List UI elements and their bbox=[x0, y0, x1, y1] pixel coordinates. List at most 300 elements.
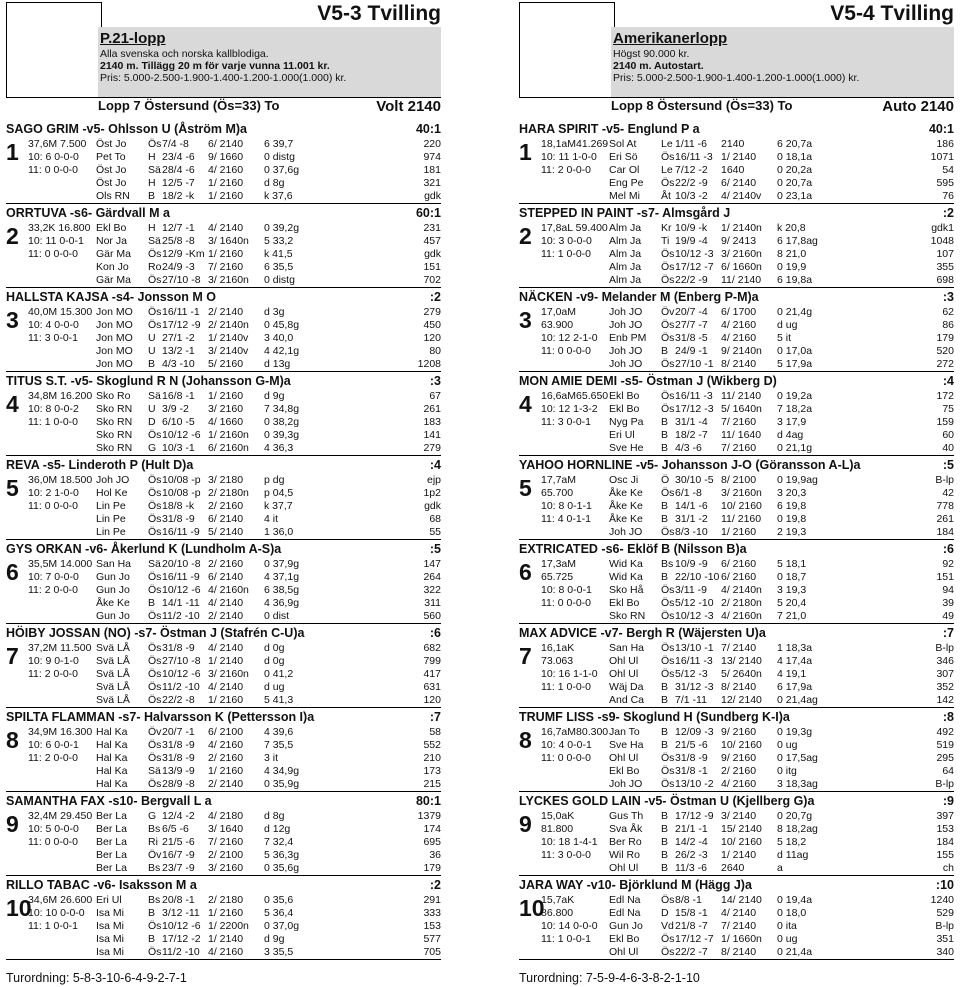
odds-cell: 155 bbox=[936, 849, 954, 861]
horse-stats bbox=[541, 641, 609, 707]
track: B bbox=[148, 358, 156, 370]
place-time: 4 19,1 bbox=[777, 668, 807, 680]
odds-cell: B-lp bbox=[935, 642, 954, 654]
odds-cell: 340 bbox=[936, 946, 954, 958]
driver: Lin Pe bbox=[96, 526, 126, 538]
track: B bbox=[661, 739, 669, 751]
start-row bbox=[609, 274, 954, 287]
horse-entry bbox=[6, 794, 441, 876]
track: G bbox=[148, 442, 157, 454]
start-distance: 1/ 2140n bbox=[721, 222, 762, 234]
start-number: 7 bbox=[6, 643, 19, 669]
start-distance: 8/ 2140 bbox=[721, 358, 757, 370]
start-distance: 1/ 2140 bbox=[208, 933, 244, 945]
date-race: 8/3 -10 bbox=[675, 526, 708, 538]
date-race: 10/12 -3 bbox=[675, 610, 714, 622]
horse-title-line bbox=[6, 374, 441, 389]
start-distance: 5/ 2160 bbox=[208, 358, 244, 370]
track: Ös bbox=[148, 642, 162, 654]
start-row bbox=[609, 442, 954, 455]
horse-odds: :10 bbox=[935, 878, 954, 892]
start-distance: 6/ 2160 bbox=[721, 558, 757, 570]
start-distance: 11/ 2140 bbox=[721, 274, 762, 286]
horse-body bbox=[519, 305, 954, 371]
odds-cell: 279 bbox=[423, 442, 441, 454]
driver: Alm Ja bbox=[609, 235, 642, 247]
horse-body bbox=[519, 389, 954, 455]
track: Ös bbox=[661, 261, 675, 273]
stat-line: 37,2M 11.500 bbox=[28, 642, 92, 654]
start-distance: 2/ 2140 bbox=[208, 778, 244, 790]
track: Ös bbox=[661, 765, 675, 777]
start-distance: 7/ 2160 bbox=[721, 442, 757, 454]
stat-line: 16,6aM65.650 bbox=[541, 390, 609, 402]
horse-odds: :9 bbox=[942, 794, 954, 808]
place-time: 4 it bbox=[264, 513, 279, 525]
date-race: 28/9 -8 bbox=[162, 778, 195, 790]
stat-line: 10: 11 1-0-0 bbox=[541, 151, 597, 163]
odds-cell: 631 bbox=[423, 681, 441, 693]
start-distance: 13/ 2140 bbox=[721, 655, 762, 667]
place-time: 7 32,4 bbox=[264, 836, 294, 848]
start-list bbox=[609, 893, 954, 959]
horse-stats bbox=[541, 305, 609, 371]
start-row bbox=[609, 907, 954, 920]
start-row bbox=[96, 345, 441, 358]
start-row bbox=[609, 894, 954, 907]
start-row bbox=[609, 668, 954, 681]
horse-odds: :2 bbox=[429, 290, 441, 304]
date-race: 27/10 -1 bbox=[675, 358, 714, 370]
start-row bbox=[96, 907, 441, 920]
date-race: 17/12 -9 bbox=[675, 810, 714, 822]
start-distance: 3/ 1640 bbox=[208, 823, 244, 835]
lopp-number: Lopp 8 Östersund (Ös=33) To bbox=[611, 98, 793, 113]
track: D bbox=[661, 907, 669, 919]
start-number: 2 bbox=[6, 223, 19, 249]
horse-body bbox=[6, 473, 441, 539]
driver: Hal Ka bbox=[96, 752, 128, 764]
odds-cell: 62 bbox=[942, 306, 954, 318]
driver: Eng Pe bbox=[609, 177, 644, 189]
track: B bbox=[661, 500, 669, 512]
stat-line: 17,0aM 63.900 bbox=[541, 306, 577, 331]
start-distance: 6/ 2140 bbox=[721, 177, 757, 189]
start-row bbox=[96, 894, 441, 907]
condition-line: 2140 m. Autostart. bbox=[613, 60, 704, 72]
driver: Mel Mi bbox=[609, 190, 640, 202]
stat-line: 10: 4 0-0-0 bbox=[28, 319, 79, 331]
start-row bbox=[96, 681, 441, 694]
odds-cell: 49 bbox=[942, 610, 954, 622]
odds-cell: 295 bbox=[936, 752, 954, 764]
start-row bbox=[609, 849, 954, 862]
start-distance: 3/ 2140 bbox=[721, 810, 757, 822]
horse-name: JARA WAY -v10- Björklund M (Hägg J)a bbox=[519, 878, 752, 892]
track: B bbox=[661, 726, 669, 738]
race-logo-box bbox=[519, 2, 615, 98]
horse-odds: 40:1 bbox=[415, 122, 441, 136]
place-time: 0 37,6g bbox=[264, 164, 300, 176]
turordning: Turordning: 7-5-9-4-6-3-8-2-1-10 bbox=[519, 971, 700, 985]
date-race: 25/8 -8 bbox=[162, 235, 195, 247]
start-row bbox=[609, 655, 954, 668]
track: Sä bbox=[148, 164, 161, 176]
start-distance: 12/ 2140 bbox=[721, 694, 762, 706]
track: Ös bbox=[148, 571, 162, 583]
horse-title-line bbox=[519, 374, 954, 389]
place-time: 0 itg bbox=[777, 765, 797, 777]
date-race: 5/12 -3 bbox=[675, 668, 708, 680]
track: Ös bbox=[661, 642, 675, 654]
horse-title-line bbox=[6, 542, 441, 557]
date-race: 16/7 -9 bbox=[162, 849, 195, 861]
date-race: 31/1 -4 bbox=[675, 416, 708, 428]
date-race: 6/1 -8 bbox=[675, 487, 702, 499]
place-time: 0 35,6 bbox=[264, 894, 294, 906]
horse-entry bbox=[519, 710, 954, 792]
place-time: d 3g bbox=[264, 306, 285, 318]
horse-body bbox=[6, 809, 441, 875]
horse-body bbox=[519, 893, 954, 959]
start-list bbox=[609, 305, 954, 371]
start-row bbox=[609, 513, 954, 526]
start-list bbox=[96, 473, 441, 539]
track: B bbox=[661, 823, 669, 835]
date-race: 13/9 -9 bbox=[162, 765, 195, 777]
horse-body bbox=[519, 221, 954, 287]
place-time: k 20,8 bbox=[777, 222, 806, 234]
start-row bbox=[96, 274, 441, 287]
place-time: d 13g bbox=[264, 358, 291, 370]
start-row bbox=[96, 946, 441, 959]
place-time: 0 19,8 bbox=[777, 513, 807, 525]
start-list bbox=[609, 473, 954, 539]
start-distance: 2/ 2100 bbox=[208, 849, 244, 861]
odds-cell: 54 bbox=[942, 164, 954, 176]
track: Ro bbox=[148, 261, 162, 273]
start-row bbox=[96, 849, 441, 862]
odds-cell: 355 bbox=[936, 261, 954, 273]
start-number: 4 bbox=[6, 391, 19, 417]
driver: Gär Ma bbox=[96, 274, 132, 286]
odds-cell: 492 bbox=[936, 726, 954, 738]
start-distance: 2/ 2160 bbox=[208, 558, 244, 570]
start-row bbox=[609, 571, 954, 584]
stat-line: 11: 1 0-0-1 bbox=[541, 933, 592, 945]
start-distance: 4/ 1660 bbox=[208, 416, 244, 428]
odds-cell: B-lp bbox=[935, 474, 954, 486]
start-row bbox=[96, 668, 441, 681]
date-race: 16/11 -3 bbox=[675, 390, 713, 402]
date-race: 4/3 -6 bbox=[675, 442, 702, 454]
condition-line: Pris: 5.000-2.500-1.900-1.400-1.200-1.000(1.000) kr. bbox=[100, 72, 347, 84]
horse-odds: :7 bbox=[429, 710, 441, 724]
start-list bbox=[609, 221, 954, 287]
horse-entry bbox=[519, 206, 954, 288]
place-time: 7 35,5 bbox=[264, 739, 294, 751]
odds-cell: 67 bbox=[429, 390, 441, 402]
track: Ös bbox=[148, 248, 162, 260]
date-race: 24/9 -3 bbox=[162, 261, 195, 273]
horse-title-line bbox=[519, 458, 954, 473]
track: Ös bbox=[148, 920, 162, 932]
driver: Sko RN bbox=[96, 403, 133, 415]
date-race: 27/10 -8 bbox=[162, 274, 201, 286]
start-row bbox=[96, 442, 441, 455]
start-row bbox=[609, 739, 954, 752]
place-time: 5 36,3g bbox=[264, 849, 300, 861]
date-race: 10/9 -k bbox=[675, 222, 708, 234]
place-time: 0 18,0 bbox=[777, 907, 807, 919]
date-race: 10/12 -6 bbox=[162, 668, 201, 680]
driver: Åke Ke bbox=[609, 513, 643, 525]
track: B bbox=[661, 681, 669, 693]
start-row bbox=[96, 597, 441, 610]
horse-name: SAGO GRIM -v5- Ohlsson U (Åström M)a bbox=[6, 122, 247, 136]
driver: Hal Ka bbox=[96, 778, 128, 790]
horse-body bbox=[6, 221, 441, 287]
stat-line: 11: 1 0-0-0 bbox=[28, 416, 79, 428]
start-number: 8 bbox=[519, 727, 532, 753]
date-race: 13/10 -1 bbox=[675, 642, 714, 654]
track: Ös bbox=[148, 526, 162, 538]
start-number: 6 bbox=[6, 559, 19, 585]
date-race: 31/8 -9 bbox=[162, 642, 195, 654]
start-number: 1 bbox=[519, 139, 532, 165]
place-time: 0 37,0g bbox=[264, 920, 300, 932]
track: B bbox=[148, 190, 156, 202]
start-distance: 1/ 2160 bbox=[208, 907, 244, 919]
driver: Ber La bbox=[96, 836, 127, 848]
horse-stats bbox=[541, 389, 609, 455]
odds-cell: 159 bbox=[936, 416, 954, 428]
track: Ös bbox=[661, 332, 675, 344]
horse-odds: :2 bbox=[942, 206, 954, 220]
track: G bbox=[148, 810, 157, 822]
track: Ri bbox=[148, 836, 158, 848]
driver: Alm Ja bbox=[609, 274, 642, 286]
place-time: 8 21,0 bbox=[777, 248, 807, 260]
start-row bbox=[96, 177, 441, 190]
start-row bbox=[609, 597, 954, 610]
start-distance: 3/ 2160n bbox=[721, 487, 762, 499]
odds-cell: 702 bbox=[423, 274, 441, 286]
start-row bbox=[609, 500, 954, 513]
place-time: 0 18,7 bbox=[777, 571, 807, 583]
start-row bbox=[96, 920, 441, 933]
start-distance: 4/ 2140 bbox=[208, 681, 244, 693]
driver: Ber La bbox=[96, 862, 127, 874]
driver: Hal Ka bbox=[96, 765, 128, 777]
odds-cell: 173 bbox=[423, 765, 441, 777]
start-distance: 3/ 2160 bbox=[208, 862, 244, 874]
horse-title-line bbox=[519, 878, 954, 893]
date-race: 31/8 -9 bbox=[162, 739, 195, 751]
start-distance: 4/ 2140 bbox=[208, 222, 244, 234]
driver: Eri Sö bbox=[609, 151, 638, 163]
stat-line: 11: 0 0-0-0 bbox=[28, 500, 79, 512]
start-row bbox=[609, 332, 954, 345]
start-distance: 6/ 1700 bbox=[721, 306, 757, 318]
date-race: 1/11 -6 bbox=[675, 138, 707, 150]
horse-name: RILLO TABAC -v6- Isaksson M a bbox=[6, 878, 197, 892]
track: Ö bbox=[661, 474, 670, 486]
horse-entry bbox=[519, 122, 954, 204]
date-race: 12/4 -2 bbox=[162, 810, 195, 822]
horse-body bbox=[519, 725, 954, 791]
start-distance: 2/ 2140n bbox=[208, 319, 249, 331]
odds-cell: 40 bbox=[942, 442, 954, 454]
horse-name: YAHOO HORNLINE -v5- Johansson J-O (Göransson A-L)a bbox=[519, 458, 861, 472]
odds-cell: 698 bbox=[936, 274, 954, 286]
start-row bbox=[609, 752, 954, 765]
driver: Joh JO bbox=[609, 345, 643, 357]
driver: Joh JO bbox=[96, 474, 130, 486]
horse-stats bbox=[28, 221, 96, 287]
race-header bbox=[519, 0, 954, 122]
start-list bbox=[96, 809, 441, 875]
start-distance: 1/ 2160 bbox=[208, 248, 244, 260]
odds-cell: 231 bbox=[423, 222, 441, 234]
track: Ös bbox=[148, 429, 162, 441]
stat-line: 11: 0 0-0-0 bbox=[541, 752, 592, 764]
driver: Ohl Ul bbox=[609, 668, 639, 680]
track: Le bbox=[661, 164, 673, 176]
lopp-number: Lopp 7 Östersund (Ös=33) To bbox=[98, 98, 280, 113]
horse-title-line bbox=[519, 290, 954, 305]
date-race: 27/10 -8 bbox=[162, 655, 201, 667]
horse-title-line bbox=[6, 206, 441, 221]
stat-line: 10: 12 2-1-0 bbox=[541, 332, 598, 344]
stat-line: 11: 1 0-0-0 bbox=[541, 248, 592, 260]
odds-cell: 1071 bbox=[930, 151, 954, 163]
start-distance: 1/ 2160 bbox=[208, 390, 244, 402]
track: H bbox=[148, 177, 156, 189]
track: Ös bbox=[148, 778, 162, 790]
horse-name: MON AMIE DEMI -s5- Östman J (Wikberg D) bbox=[519, 374, 777, 388]
odds-cell: 120 bbox=[423, 332, 441, 344]
start-number: 9 bbox=[519, 811, 532, 837]
driver: San Ha bbox=[609, 642, 645, 654]
start-row bbox=[96, 933, 441, 946]
date-race: 18/2 -k bbox=[162, 190, 195, 202]
driver: Ekl Bo bbox=[609, 403, 640, 415]
driver: Lin Pe bbox=[96, 500, 126, 512]
horse-entry bbox=[519, 878, 954, 960]
start-row bbox=[609, 403, 954, 416]
stat-line: 11: 0 0-0-0 bbox=[28, 248, 79, 260]
start-distance: 4/ 2160 bbox=[208, 739, 244, 751]
stat-line: 17,8aL 59.400 bbox=[541, 222, 608, 234]
start-distance: 1/ 2160 bbox=[208, 177, 244, 189]
race-title: V5-4 Tvilling bbox=[830, 2, 954, 25]
track: U bbox=[148, 403, 156, 415]
track: Ös bbox=[661, 946, 675, 958]
track: Ös bbox=[661, 319, 675, 331]
odds-cell: 210 bbox=[423, 752, 441, 764]
driver: Ekl Bo bbox=[96, 222, 127, 234]
odds-cell: 682 bbox=[423, 642, 441, 654]
driver: Svä LÅ bbox=[96, 694, 130, 706]
stat-line: 10: 11 0-0-1 bbox=[28, 235, 84, 247]
horse-odds: :6 bbox=[942, 542, 954, 556]
driver: Joh JO bbox=[609, 319, 643, 331]
horse-entry bbox=[6, 206, 441, 288]
date-race: 26/2 -3 bbox=[675, 849, 708, 861]
horse-stats bbox=[541, 221, 609, 287]
date-race: 31/12 -3 bbox=[675, 681, 714, 693]
start-row bbox=[609, 429, 954, 442]
odds-cell: 215 bbox=[423, 778, 441, 790]
start-list bbox=[96, 305, 441, 371]
horse-title-line bbox=[6, 878, 441, 893]
place-time: 0 distg bbox=[264, 274, 295, 286]
horse-name: HALLSTA KAJSA -s4- Jonsson M O bbox=[6, 290, 216, 304]
start-row bbox=[609, 319, 954, 332]
start-row bbox=[609, 810, 954, 823]
start-distance: 4/ 2140 bbox=[208, 597, 244, 609]
start-row bbox=[96, 558, 441, 571]
start-distance: 4/ 2160 bbox=[721, 778, 757, 790]
date-race: 17/12 -3 bbox=[675, 403, 714, 415]
start-distance: 5/ 2640n bbox=[721, 668, 762, 680]
place-time: 0 23,1a bbox=[777, 190, 813, 202]
place-time: 5 18,1 bbox=[777, 558, 807, 570]
horse-name: LYCKES GOLD LAIN -v5- Östman U (Kjellberg G)a bbox=[519, 794, 815, 808]
start-row bbox=[609, 526, 954, 539]
date-race: 27/1 -2 bbox=[162, 332, 195, 344]
track: Ös bbox=[148, 513, 162, 525]
condition-line: Högst 90.000 kr. bbox=[613, 48, 690, 60]
driver: Sve He bbox=[609, 442, 644, 454]
start-list bbox=[609, 641, 954, 707]
stat-line: 11: 2 0-0-0 bbox=[28, 668, 79, 680]
place-time: 0 ug bbox=[777, 739, 798, 751]
stat-line: 10: 6 0-0-1 bbox=[28, 739, 79, 751]
stat-line: 17,7aM 65.700 bbox=[541, 474, 577, 499]
odds-cell: 351 bbox=[936, 933, 954, 945]
place-time: 4 36,9g bbox=[264, 597, 300, 609]
start-distance: 6/ 2100 bbox=[208, 726, 244, 738]
odds-cell: ch bbox=[942, 862, 954, 874]
horse-name: GYS ORKAN -v6- Åkerlund K (Lundholm A-S)a bbox=[6, 542, 282, 556]
odds-cell: 64 bbox=[942, 765, 954, 777]
odds-cell: gdk bbox=[424, 248, 441, 260]
track: Ös bbox=[148, 474, 162, 486]
date-race: 28/4 -6 bbox=[162, 164, 195, 176]
driver: Alm Ja bbox=[609, 248, 642, 260]
stat-line: 40,0M 15.300 bbox=[28, 306, 93, 318]
driver: Isa Mi bbox=[96, 920, 125, 932]
horse-name: SPILTA FLAMMAN -s7- Halvarsson K (Pettersson I)a bbox=[6, 710, 315, 724]
odds-cell: 58 bbox=[429, 726, 441, 738]
place-time: k 41,5 bbox=[264, 248, 293, 260]
horse-title-line bbox=[6, 710, 441, 725]
date-race: 3/9 -2 bbox=[162, 403, 189, 415]
start-distance: 5/ 1640n bbox=[721, 403, 762, 415]
track: Bs bbox=[661, 558, 674, 570]
date-race: 16/11 -3 bbox=[675, 655, 713, 667]
place-time: 5 33,2 bbox=[264, 235, 294, 247]
place-time: 0 39,3g bbox=[264, 429, 300, 441]
odds-cell: 307 bbox=[936, 668, 954, 680]
horse-title-line bbox=[519, 206, 954, 221]
track: B bbox=[661, 694, 669, 706]
driver: Svä LÅ bbox=[96, 642, 130, 654]
stat-line: 11: 0 0-0-0 bbox=[541, 597, 592, 609]
track: Ös bbox=[661, 151, 675, 163]
